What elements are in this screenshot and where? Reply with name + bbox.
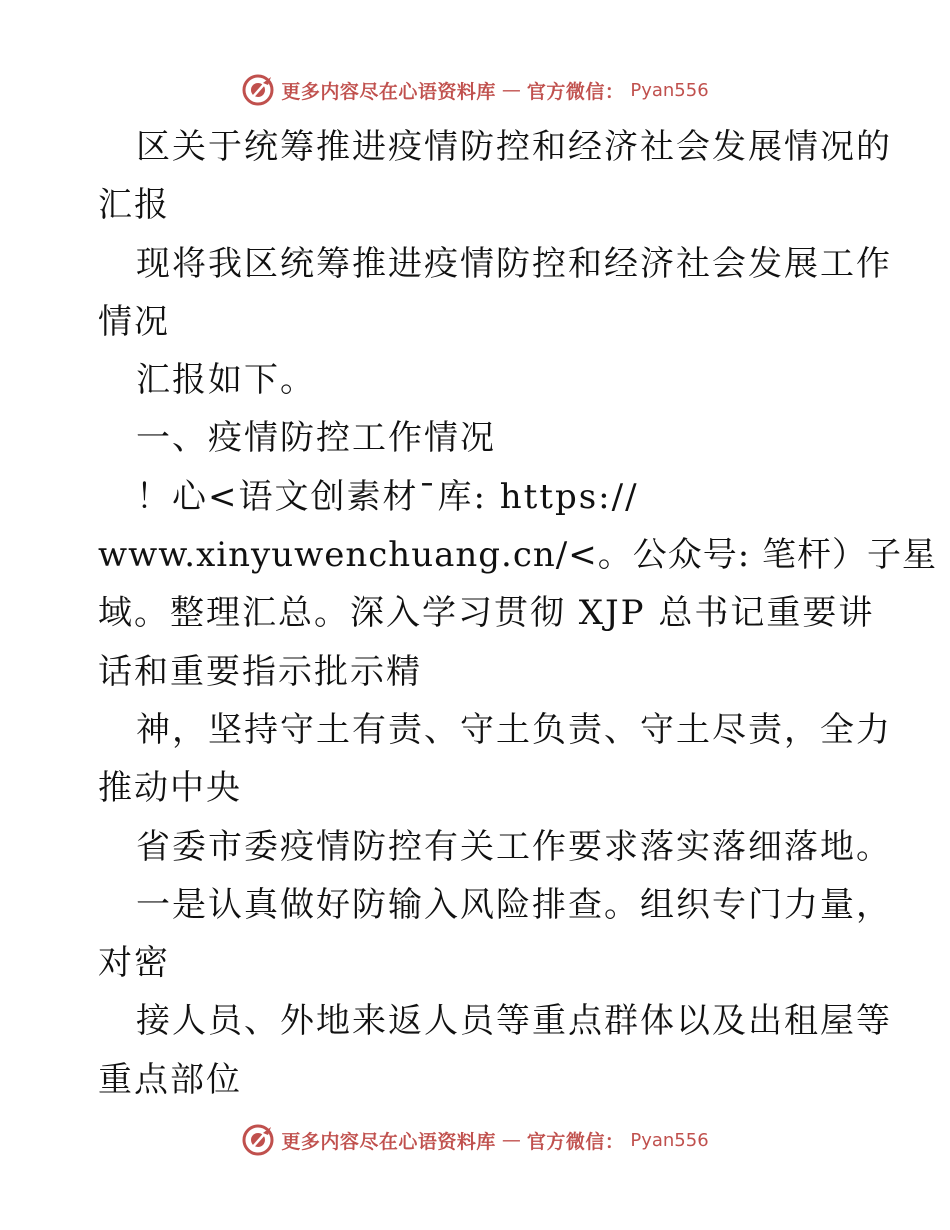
header-wechat-id: Pyan556: [630, 79, 709, 101]
footer-wechat-label: 官方微信：: [526, 1130, 625, 1153]
text-line: 接人员、外地来返人员等重点群体以及出租屋等: [136, 1001, 892, 1042]
text-line: 汇报: [98, 185, 170, 226]
text-line: 一是认真做好防输入风险排查。组织专门力量，: [136, 884, 892, 925]
text-line: 省委市委疫情防控有关工作要求落实落细落地。: [136, 826, 892, 867]
header-brand-text: 更多内容尽在心语资料库: [281, 80, 496, 103]
text-line: 对密: [98, 943, 170, 984]
footer-separator: —: [501, 1129, 521, 1151]
header-wechat-label: 官方微信：: [526, 80, 625, 103]
brand-logo-icon: [241, 1123, 275, 1157]
text-line: 域。整理汇总。深入学习贯彻 XJP 总书记重要讲: [98, 593, 875, 634]
text-line: 推动中央: [98, 768, 242, 809]
brand-logo-icon: [241, 73, 275, 107]
header-separator: —: [501, 79, 521, 101]
document-body: [98, 118, 937, 1109]
header-banner: [0, 68, 950, 112]
section-heading: 一、疫情防控工作情况: [136, 418, 496, 459]
footer-brand-text: 更多内容尽在心语资料库: [281, 1130, 496, 1153]
text-line: 情况: [98, 301, 170, 342]
footer-banner: [0, 1118, 950, 1162]
text-line: 现将我区统筹推进疫情防控和经济社会发展工作: [136, 243, 892, 284]
text-line: 神，坚持守土有责、守土负责、守土尽责，全力: [136, 709, 892, 750]
text-line: 汇报如下。: [136, 360, 316, 401]
footer-wechat-id: Pyan556: [630, 1129, 709, 1151]
text-line: 区关于统筹推进疫情防控和经济社会发展情况的: [136, 127, 892, 167]
text-line: 话和重要指示批示精: [98, 651, 422, 692]
text-line: ！心<语文创素材¯库: https://: [136, 476, 639, 517]
text-line: www.xinyuwenchuang.cn/<。公众号: 笔杆）子星: [98, 535, 937, 576]
text-line: 重点部位: [98, 1059, 242, 1100]
